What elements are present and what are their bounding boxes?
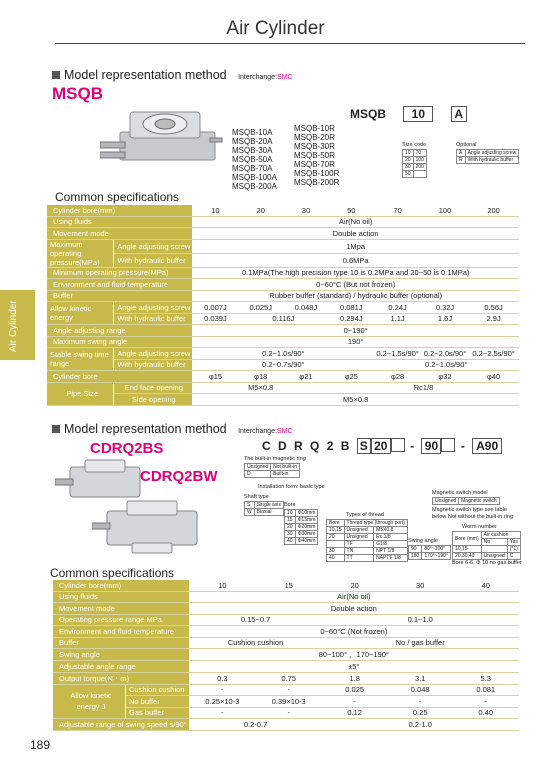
page-number: 189: [30, 738, 51, 752]
product-name-cdrq2bs: CDRQ2BS: [90, 440, 164, 457]
product-name-cdrq2bw: CDRQ2BW: [140, 468, 218, 485]
table-row: Cylinder bore φ15 φ18 φ21 φ25 φ28 φ32 φ40: [47, 371, 519, 383]
optional-table: Optional A Angle adjusting screw R With hydraulic buffer: [456, 142, 519, 164]
magnet-ring-table: The built-in magnetic ring Unsigned Not built-in D Built-in: [244, 456, 306, 477]
magnetic-switch-table: Magnetic switch model Unsigned Magnetic switch Magnetic switch type see table below Not without the built-in ring: [432, 490, 514, 520]
table-row: With hydraulic buffer 0.6MPa: [47, 253, 519, 267]
cdrq2bw-product-image: [92, 493, 207, 563]
worm-number-table: Worm number Bore (mm) Air cushion No Yes 10,15 (*1) 20,30,40 Unsigned C Bore 6-6, Φ 10 no gas buffer: [452, 524, 522, 566]
thread-type-table: Types of thread Bore Thread type (through port) 10,15 Unsigned M5X0.8 20 Unsigned Rc 1/8 TF G1/8 30 TN NPT 1/8 40 TT NAPTF 1/8: [326, 512, 408, 562]
product-name-msqb: MSQB: [52, 84, 103, 103]
section-header-msqb: Model representation method Interchange:SMC: [52, 68, 293, 82]
table-row: Environment and fluid temperature 0~60°C (But not frozen): [47, 279, 519, 291]
page-title: Air Cylinder: [226, 18, 325, 39]
table-row: Allow kinetic energy J Cushion cushion - - 0.025 0.048 0.081: [53, 684, 519, 696]
table-row: Angle adjusting range 0~190°: [47, 325, 519, 337]
install-note: Installation form: basic type: [258, 484, 325, 490]
table-row: Adjustable angle range ±5°: [53, 661, 519, 673]
table-row: Environment and fluid temperature 0~60°C (Not frozen): [53, 626, 519, 638]
shaft-type-table: Shaft type S Single axis W Biaxial: [244, 494, 284, 516]
side-tab-label: Air Cylinder: [8, 300, 19, 352]
section-header-cdrq: Model representation method Interchange:SMC: [52, 422, 293, 436]
spec1-table: [47, 205, 519, 406]
title-divider: [55, 43, 525, 44]
table-row: No buffer 0.25×10-3 0.39×10-3 - - -: [53, 696, 519, 708]
table-row: Using fluids Air(No oil): [53, 591, 519, 603]
msqb-models-col2: MSQB-10R MSQB-20R MSQB-30R MSQB-50R MSQB-70R MSQB-100R MSQB-200R: [294, 124, 340, 187]
side-tab: [0, 290, 35, 360]
spec2-table: [53, 580, 519, 731]
table-row: Stable swing time range Angle adjusting screw 0.2~1.0s/90° 0.2~1.5s/90° 0.2~2.0s/90° 0.2~2.5s/90°: [47, 348, 519, 360]
msqb-product-image: [100, 102, 225, 180]
table-row: Side opening M5×0.8: [47, 394, 519, 406]
table-row: Cylinder bore(mm) 10 20 30 50 70 100 200: [47, 205, 519, 216]
table-row: With hydraulic buffer 0.039J 0.116J 0.294J 1.1J 1.6J 2.9J: [47, 313, 519, 325]
table-row: Cylinder bore(mm) 10 15 20 30 40: [53, 580, 519, 591]
table-row: Output torque(N・m) 0.3 0.75 1.8 3.1 5.3: [53, 672, 519, 684]
spec1-heading: Common specifications: [55, 190, 180, 204]
table-row: Buffer Cushion cushion No / gas buffer: [53, 637, 519, 649]
table-row: Movement mode Double action: [47, 228, 519, 240]
table-row: Movement mode Double action: [53, 603, 519, 615]
msqb-models-col1: MSQB-10A MSQB-20A MSQB-30A MSQB-50A MSQB-70A MSQB-100A MSQB-200A: [232, 128, 277, 191]
msqb-order-code: MSQB 10 A: [350, 106, 467, 122]
table-row: Gas buffer - - 0.12 0.25 0.40: [53, 707, 519, 719]
table-row: Allow kinetic energy Angle adjusting screw 0.007J 0.025J 0.048J 0.081J 0.24J 0.32J 0.56J: [47, 302, 519, 314]
size-code-table: Size code 10 70 20 100 30 200 50: [402, 142, 427, 177]
table-row: Swing angle 80~100° ，170~190°: [53, 649, 519, 661]
bullet-square-icon: [52, 71, 60, 79]
table-row: Minimum operating pressure(MPa) 0.1MPa(The high precision type 10 is 0.2MPa and 20~50 is 0.1MPa): [47, 267, 519, 279]
table-row: Maximum operating pressure(MPa) Angle adjusting screw 1Mpa: [47, 239, 519, 253]
bullet-square-icon: [52, 425, 60, 433]
table-row: Using fluids Air(No oil): [47, 216, 519, 228]
table-row: With hydraulic buffer 0.2~0.7s/90° 0.2~1.0s/90°: [47, 359, 519, 371]
table-row: Maximum swing angle 190°: [47, 336, 519, 348]
table-row: Buffer Rubber buffer (standard) / hydraulic buffer (optional): [47, 290, 519, 302]
table-row: Adjustable range of swing speed s/90° 0.2-0.7 0.2-1.0: [53, 719, 519, 731]
spec2-heading: Common specifications: [50, 566, 175, 580]
cdrq-order-code: C D R Q 2 B S 20 - 90 - A90: [262, 438, 502, 454]
bore-table: Bore 10 Φ10mm 15 Φ15mm 20 Φ20mm 30 Φ30mm 40 Φ40mm: [284, 502, 318, 545]
swing-angle-table: Swing angle 90 80°~100° 180 170°~190°: [408, 538, 451, 560]
table-row: Operating pressure range MPa 0.15~0.7 0.1~1.0: [53, 614, 519, 626]
table-row: Pipe Size End face opening M5×0.8 Rc1/8: [47, 382, 519, 394]
